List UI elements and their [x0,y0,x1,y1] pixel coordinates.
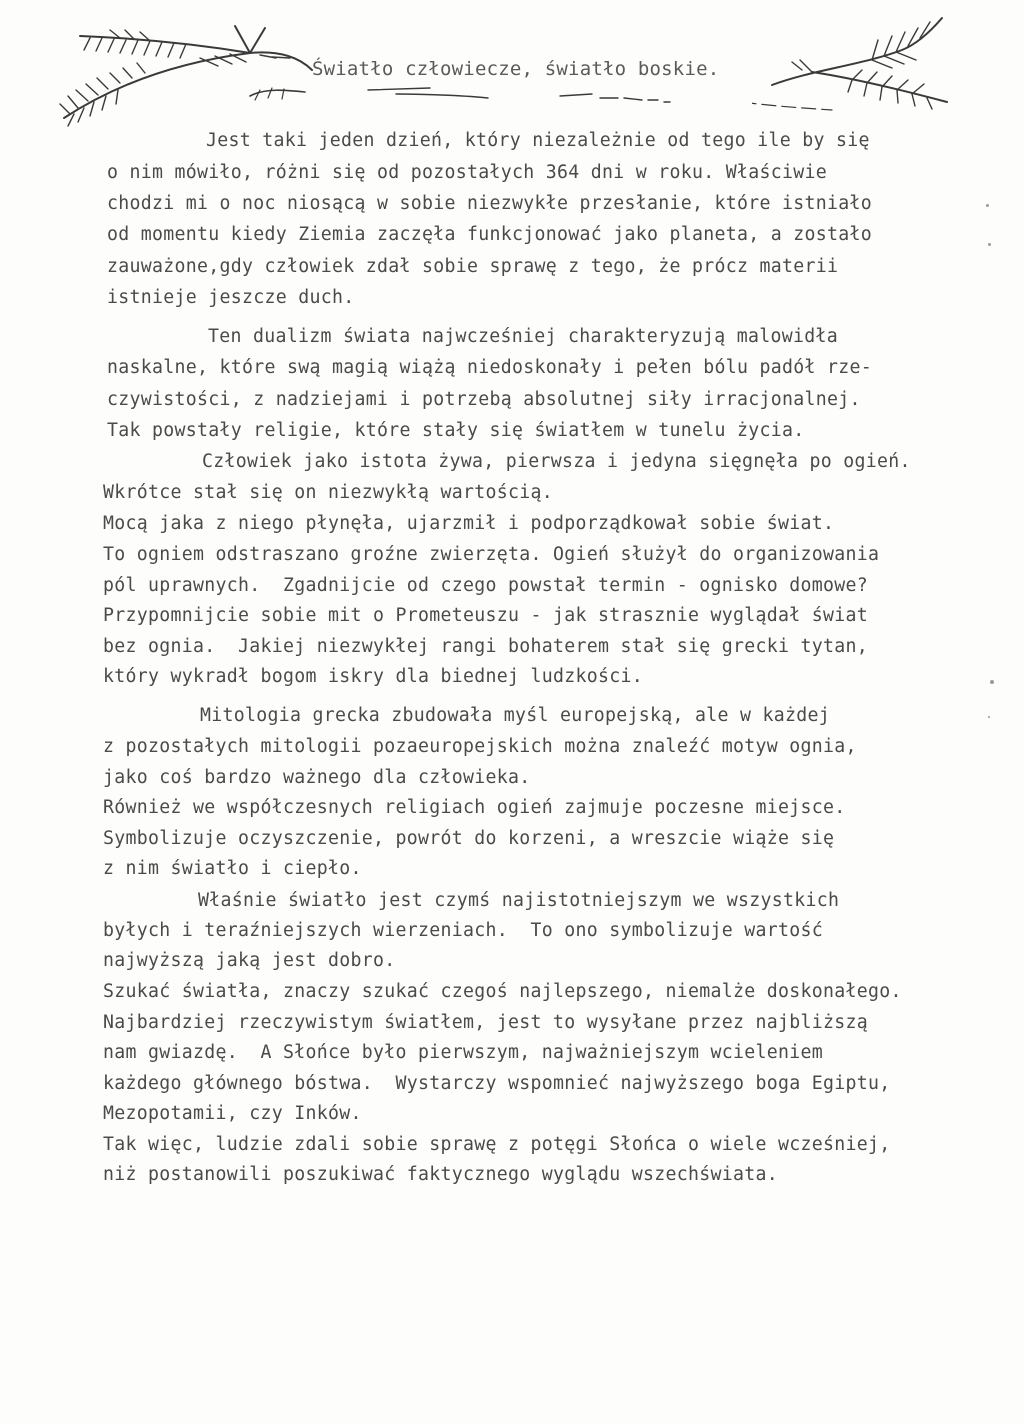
text-line: istnieje jeszcze duch. [107,287,355,308]
text-line: chodzi mi o noc niosącą w sobie niezwykłe przesłanie, które istniało [107,193,872,214]
text-line: Wkrótce stał się on niezwykłą wartością. [103,482,553,503]
text-line: Mezopotamii, czy Inków. [103,1103,362,1124]
text-line: Właśnie światło jest czymś najistotniejszym we wszystkich [198,890,840,911]
text-line: Najbardziej rzeczywistym światłem, jest to wysyłane przez najbliższą [103,1012,868,1033]
text-line: Przypomnijcie sobie mit o Prometeuszu - jak strasznie wyglądał świat [103,605,868,626]
text-line: Ten dualizm świata najwcześniej charakteryzują malowidła [208,326,838,347]
text-line: pól uprawnych. Zgadnijcie od czego powstał termin - ognisko domowe? [103,575,868,596]
scan-speck [990,680,994,684]
text-line: z nim światło i ciepło. [103,858,362,879]
left-branch-ornament [50,18,320,133]
text-line: najwyższą jaką jest dobro. [103,950,396,971]
text-line: naskalne, które swą magią wiążą niedoskonały i pełen bólu padół rze- [107,357,872,378]
text-line: Również we współczesnych religiach ogień zajmuje poczesne miejsce. [103,797,846,818]
text-line: czywistości, z nadziejami i potrzebą absolutnej siły irracjonalnej. [107,389,861,410]
scan-speck [988,716,990,718]
right-branch-ornament [752,10,952,125]
text-line: Szukać światła, znaczy szukać czegoś najlepszego, niemalże doskonałego. [103,981,902,1002]
text-line: Mocą jaka z niego płynęła, ujarzmił i podporządkował sobie świat. [103,513,835,534]
text-line: Tak powstały religie, które stały się światłem w tunelu życia. [107,420,805,441]
text-line: każdego głównego bóstwa. Wystarczy wspomnieć najwyższego boga Egiptu, [103,1073,891,1094]
text-line: o nim mówiło, różni się od pozostałych 364 dni w roku. Właściwie [107,162,827,183]
text-line: od momentu kiedy Ziemia zaczęła funkcjonować jako planeta, a zostało [107,224,872,245]
text-line: z pozostałych mitologii pozaeuropejskich można znaleźć motyw ognia, [103,736,857,757]
scan-speck [988,243,991,246]
text-line: To ogniem odstraszano groźne zwierzęta. Ogień służył do organizowania [103,544,880,565]
text-line: niż postanowili poszukiwać faktycznego wyglądu wszechświata. [103,1164,778,1185]
text-line: byłych i teraźniejszych wierzeniach. To ono symbolizuje wartość [103,920,823,941]
text-line: Symbolizuje oczyszczenie, powrót do korzeni, a wreszcie wiąże się [103,828,835,849]
text-line: Jest taki jeden dzień, który niezależnie od tego ile by się [206,130,870,151]
text-line: zauważone,gdy człowiek zdał sobie sprawę z tego, że prócz materii [107,256,839,277]
text-line: Mitologia grecka zbudowała myśl europejską, ale w każdej [200,705,830,726]
text-line: nam gwiazdę. A Słońce było pierwszym, najważniejszym wcieleniem [103,1042,823,1063]
text-line: Tak więc, ludzie zdali sobie sprawę z potęgi Słońca o wiele wcześniej, [103,1134,891,1155]
text-line: jako coś bardzo ważnego dla człowieka. [103,767,531,788]
scan-speck [986,204,989,207]
text-line: bez ognia. Jakiej niezwykłej rangi bohaterem stał się grecki tytan, [103,636,868,657]
document-title: Światło człowiecze, światło boskie. [312,58,720,80]
text-line: Człowiek jako istota żywa, pierwsza i jedyna sięgnęła po ogień. [202,451,911,472]
title-underline-dashes [360,84,690,106]
text-line: który wykradł bogom iskry dla biednej ludzkości. [103,666,643,687]
